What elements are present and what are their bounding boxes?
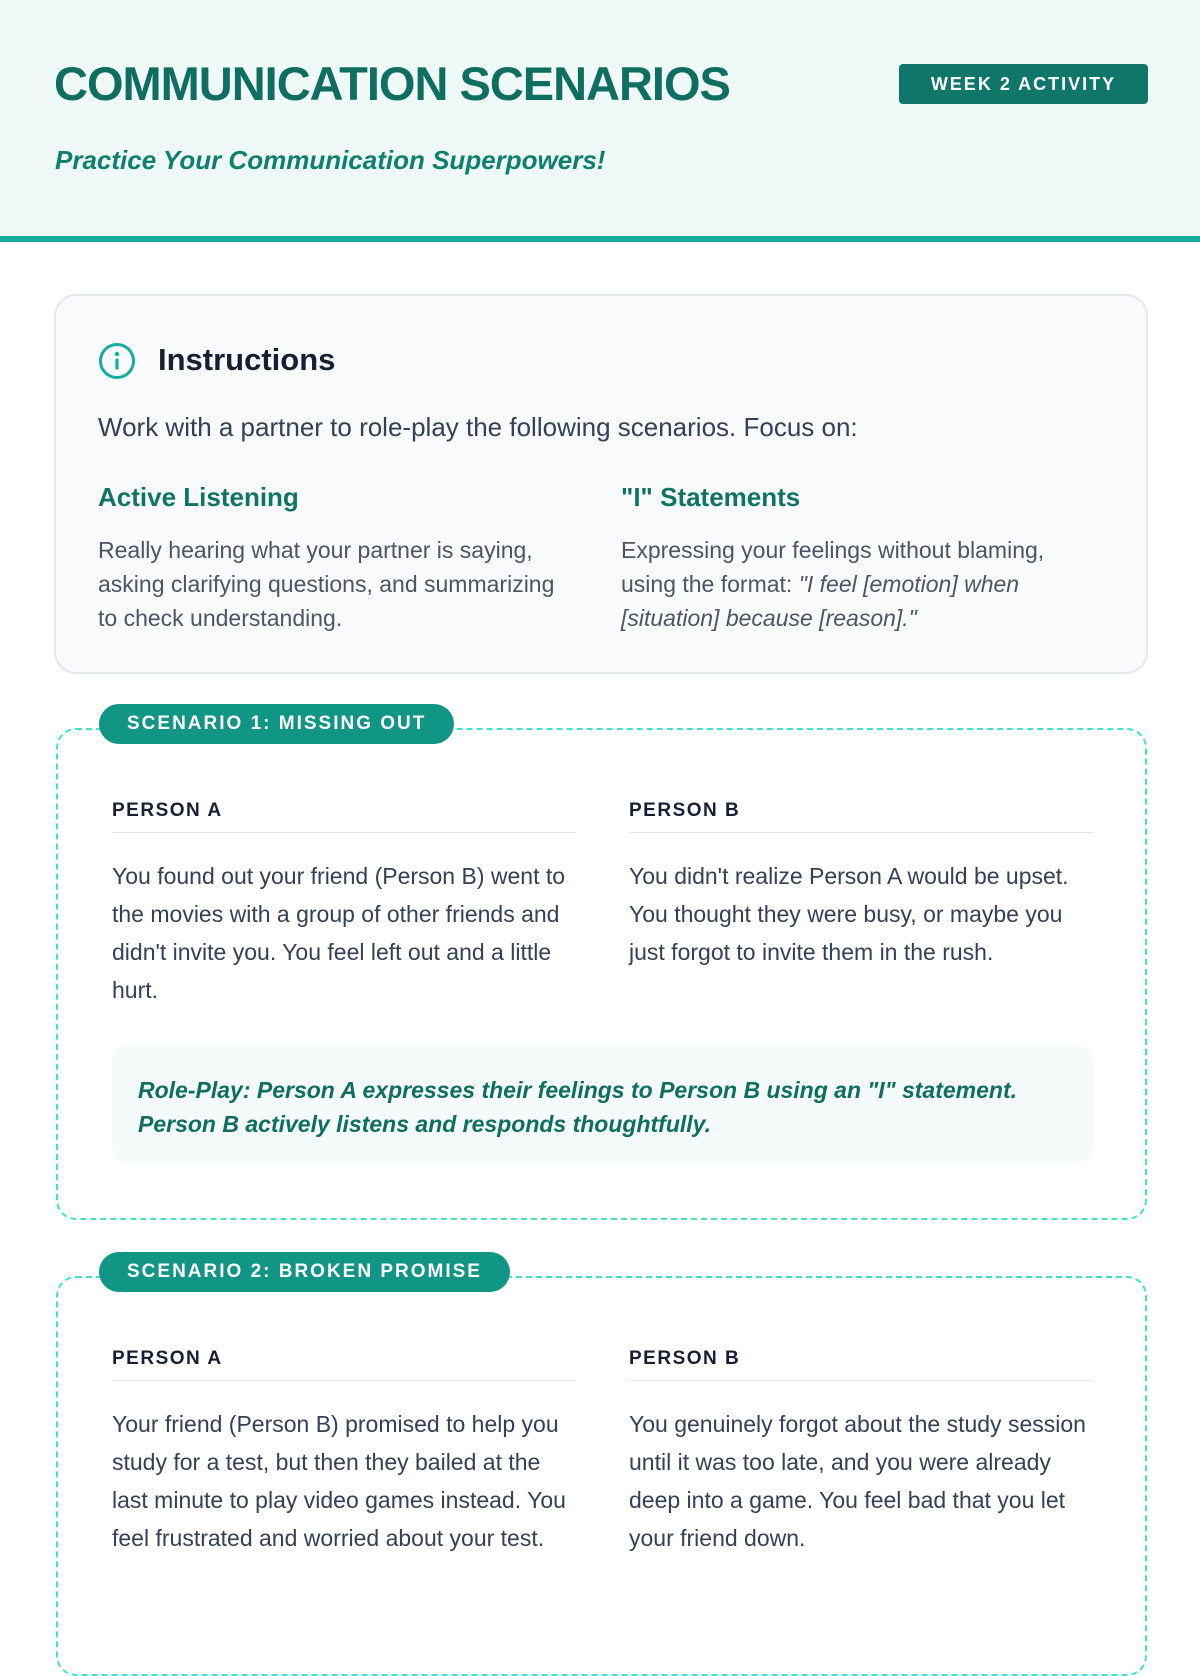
- person-b-column: [629, 800, 1093, 971]
- page-subtitle: Practice Your Communication Superpowers!: [55, 145, 606, 175]
- person-a-column: [112, 1348, 576, 1557]
- concept-active-listening: [98, 482, 578, 635]
- concept-text: Really hearing what your partner is saying, asking clarifying questions, and summarizing to check understanding.: [98, 537, 555, 631]
- scenario-card-2: [56, 1261, 1147, 1676]
- instructions-lead: Work with a partner to role-play the following scenarios. Focus on:: [98, 412, 858, 442]
- page-title: COMMUNICATION SCENARIOS: [54, 57, 730, 110]
- roleplay-instruction: Role-Play: Person A expresses their feelings to Person B using an "I" statement. Person B actively listens and responds thoughtfully.: [112, 1045, 1093, 1163]
- person-label: PERSON B: [629, 800, 1093, 833]
- scenario-tag: SCENARIO 2: BROKEN PROMISE: [99, 1252, 510, 1292]
- person-text: Your friend (Person B) promised to help you study for a test, but then they bailed at the last minute to play video games instead. You feel frustrated and worried about your test.: [112, 1411, 566, 1551]
- concept-title: Active Listening: [98, 482, 299, 512]
- person-label: PERSON A: [112, 800, 576, 833]
- concept-text-example: "I feel [emotion] when [situation] because [reason].": [621, 571, 1020, 631]
- person-b-column: [629, 1348, 1093, 1557]
- scenario-tag: SCENARIO 1: MISSING OUT: [99, 704, 454, 744]
- concept-title: "I" Statements: [621, 482, 801, 512]
- week-badge: WEEK 2 ACTIVITY: [899, 64, 1148, 104]
- scenario-card-1: [56, 713, 1147, 1220]
- page-header: [0, 0, 1200, 242]
- person-text: You didn't realize Person A would be upset. You thought they were busy, or maybe you just forgot to invite them in the rush.: [629, 863, 1069, 965]
- concept-text: [621, 533, 1101, 635]
- concept-i-statements: [621, 482, 1101, 635]
- instructions-card: [54, 294, 1148, 674]
- info-icon: [98, 342, 136, 380]
- person-label: PERSON A: [112, 1348, 576, 1381]
- person-text: You found out your friend (Person B) went to the movies with a group of other friends and didn't invite you. You feel left out and a little hurt.: [112, 863, 566, 1003]
- person-label: PERSON B: [629, 1348, 1093, 1381]
- person-text: You genuinely forgot about the study session until it was too late, and you were already deep into a game. You feel bad that you let your friend down.: [629, 1411, 1086, 1551]
- person-a-column: [112, 800, 576, 1009]
- instructions-title: Instructions: [158, 342, 336, 377]
- concept-text-prefix: Expressing your feelings without blaming, using the format:: [621, 537, 1045, 597]
